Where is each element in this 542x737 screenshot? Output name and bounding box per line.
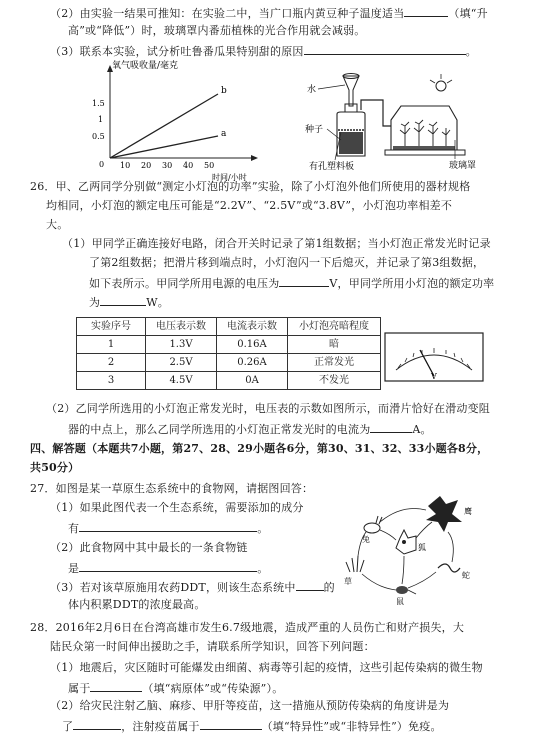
table-header-row xyxy=(77,318,381,336)
answer-blank[interactable] xyxy=(404,6,448,17)
table-header: 电流表示数 xyxy=(217,318,288,336)
q28-intro-1: 28．2016年2月6日在台湾高雄市发生6.7级地震，造成严重的人员伤亡和财产损失，大 xyxy=(30,621,465,634)
grass-label: 草 xyxy=(344,577,352,586)
glass-label: 玻璃罩 xyxy=(449,161,477,171)
table-cell: 不发光 xyxy=(288,372,381,390)
q26-intro-3: 大。 xyxy=(46,218,69,231)
x-tick: 40 xyxy=(183,161,194,170)
table-cell: 2.5V xyxy=(146,354,217,372)
lamp xyxy=(436,81,446,91)
grass-icon xyxy=(346,556,364,572)
graph-origin: 0 xyxy=(99,160,105,169)
eagle-icon xyxy=(426,496,462,532)
answer-blank[interactable] xyxy=(79,521,257,532)
q27-part1-line2: 有 。 xyxy=(68,522,269,535)
answer-blank[interactable] xyxy=(90,681,142,692)
water-pointer xyxy=(318,85,345,89)
x-axis-arrow xyxy=(251,155,258,161)
table-cell: 0.16A xyxy=(217,336,288,354)
table-row xyxy=(77,354,381,372)
q27-part2-line2: 是 。 xyxy=(68,562,269,575)
x-tick: 20 xyxy=(141,161,152,170)
table-cell: 1.3V xyxy=(146,336,217,354)
table-header: 电压表示数 xyxy=(146,318,217,336)
funnel xyxy=(343,76,359,106)
answer-blank[interactable] xyxy=(370,422,412,433)
fox-icon xyxy=(396,530,416,554)
snake-label: 蛇 xyxy=(462,571,470,580)
seeds xyxy=(339,132,363,154)
table-header: 小灯泡亮暗程度 xyxy=(288,318,381,336)
q28-part2-line2: 了 ，注射疫苗属于 （填“特异性”或“非特异性”）免疫。 xyxy=(62,720,442,733)
q26-part1-line3: 如下表所示。甲同学所用电源的电压为 V，甲同学所用小灯泡的额定功率 xyxy=(89,277,495,290)
food-web-diagram xyxy=(340,492,480,610)
table-cell: 3 xyxy=(77,372,146,390)
table-cell: 4.5V xyxy=(146,372,217,390)
answer-blank[interactable] xyxy=(73,719,121,730)
snake-icon xyxy=(438,564,460,572)
table-row xyxy=(77,372,381,390)
q27-intro: 27．如图是某一草原生态系统中的食物网，请据图回答： xyxy=(30,482,314,495)
voltmeter xyxy=(384,332,484,384)
mouse-label: 鼠 xyxy=(396,597,404,606)
answer-blank[interactable] xyxy=(279,276,329,287)
answer-blank[interactable] xyxy=(296,580,324,591)
q28-part1-line1: （1）地震后，灾区随时可能爆发由细菌、病毒等引起的疫情，这些引起传染病的微生物 xyxy=(50,661,483,674)
seeds-label: 种子 xyxy=(305,125,324,135)
rabbit-label: 兔 xyxy=(362,535,370,544)
table-cell: 暗 xyxy=(288,336,381,354)
q28-part2-line1: （2）给灾民注射乙脑、麻疹、甲肝等疫苗，这一措施从预防传染病的角度讲是为 xyxy=(50,699,450,712)
y-tick: 1.5 xyxy=(92,99,105,108)
soil-tray xyxy=(393,146,455,150)
y-tick: 1 xyxy=(98,115,104,124)
fox-label: 狐 xyxy=(418,543,426,552)
q26-intro-1: 26．甲、乙两同学分别做“测定小灯泡的功率”实验，除了小灯泡外他们所使用的器材规格 xyxy=(30,180,471,193)
x-tick: 10 xyxy=(120,161,131,170)
graph-xlabel: 时间/小时 xyxy=(212,173,247,182)
q28-part1-line2: 属于 （填“病原体”或“传染源”）。 xyxy=(68,682,284,695)
x-tick: 30 xyxy=(162,161,173,170)
q26-part1-line2: 了第2组数据；把滑片移到端点时，小灯泡闪一下后熄灭，并记录了第3组数据， xyxy=(89,256,485,269)
q27-part3-line1: （3）若对该草原施用农药DDT，则该生态系统中 的 xyxy=(50,581,335,594)
voltmeter-unit: V xyxy=(431,372,437,381)
oxygen-graph xyxy=(90,58,290,182)
q26-part2-line2: 器的中点上，那么乙同学所选用的小灯泡正常发光时的电流为 A。 xyxy=(68,423,432,436)
table-cell: 2 xyxy=(77,354,146,372)
line-a xyxy=(110,136,218,158)
base-board xyxy=(385,150,465,155)
table-cell: 正常发光 xyxy=(288,354,381,372)
label-a: a xyxy=(221,129,227,139)
answer-blank[interactable] xyxy=(79,561,257,572)
q26-part1-line1: （1）甲同学正确连接好电路，闭合开关时记录了第1组数据；当小灯泡正常发光时记录 xyxy=(62,237,491,250)
mouse-icon xyxy=(396,586,416,594)
q28-intro-2: 陆民众第一时间伸出援助之手，请联系所学知识，回答下列问题： xyxy=(50,640,375,653)
q27-part2-line1: （2）此食物网中其中最长的一条食物链 xyxy=(50,541,248,554)
q27-part1-line1: （1）如果此图代表一个生态系统，需要添加的成分 xyxy=(50,501,304,514)
experiment-table xyxy=(76,317,381,390)
table-cell: 0A xyxy=(217,372,288,390)
label-b: b xyxy=(221,86,227,96)
q25-part3: （3）联系本实验，试分析吐鲁番瓜果特别甜的原因 。 xyxy=(50,45,477,58)
graph-ylabel: 氧气吸收量/毫克 xyxy=(112,61,179,71)
q25-part2-line1: （2）由实验一结果可推知：在实验二中，当广口瓶内黄豆种子温度适当 （填“升 xyxy=(50,7,488,20)
q26-part2-line1: （2）乙同学所选用的小灯泡正常发光时，电压表的示数如图所示，而滑片恰好在滑动变阻 xyxy=(46,402,490,415)
q26-intro-2: 均相同，小灯泡的额定电压可能是“2.2V”、“2.5V”或“3.8V”，小灯泡功率相差不 xyxy=(46,199,453,212)
eagle-label: 鹰 xyxy=(464,507,472,516)
table-cell: 1 xyxy=(77,336,146,354)
board-label: 有孔塑料板 xyxy=(309,162,355,172)
tomato-plants xyxy=(400,120,450,148)
answer-blank[interactable] xyxy=(304,44,466,55)
jar-neck xyxy=(345,104,357,112)
rabbit-icon xyxy=(364,516,382,533)
line-b xyxy=(110,94,218,158)
x-tick: 50 xyxy=(204,161,215,170)
q26-part1-line4: 为 W。 xyxy=(89,296,169,309)
q25-part2-line2: 高”或“降低”）时，玻璃罩内番茄植株的光合作用就会减弱。 xyxy=(68,24,366,37)
section-4-title: 四、解答题（本题共7小题，第27、28、29小题各6分，第30、31、32、33小题各8分， xyxy=(30,442,489,455)
table-row xyxy=(77,336,381,354)
table-header: 实验序号 xyxy=(77,318,146,336)
section-4-title-cont: 共50分） xyxy=(30,461,80,474)
water-label: 水 xyxy=(307,85,317,95)
table-cell: 0.26A xyxy=(217,354,288,372)
y-tick: 0.5 xyxy=(92,132,105,141)
answer-blank[interactable] xyxy=(200,719,262,730)
q27-part3-line2: 体内积累DDT的浓度最高。 xyxy=(68,598,206,611)
seed-apparatus-diagram xyxy=(305,70,485,182)
answer-blank[interactable] xyxy=(100,295,146,306)
glass-bell xyxy=(391,106,457,150)
